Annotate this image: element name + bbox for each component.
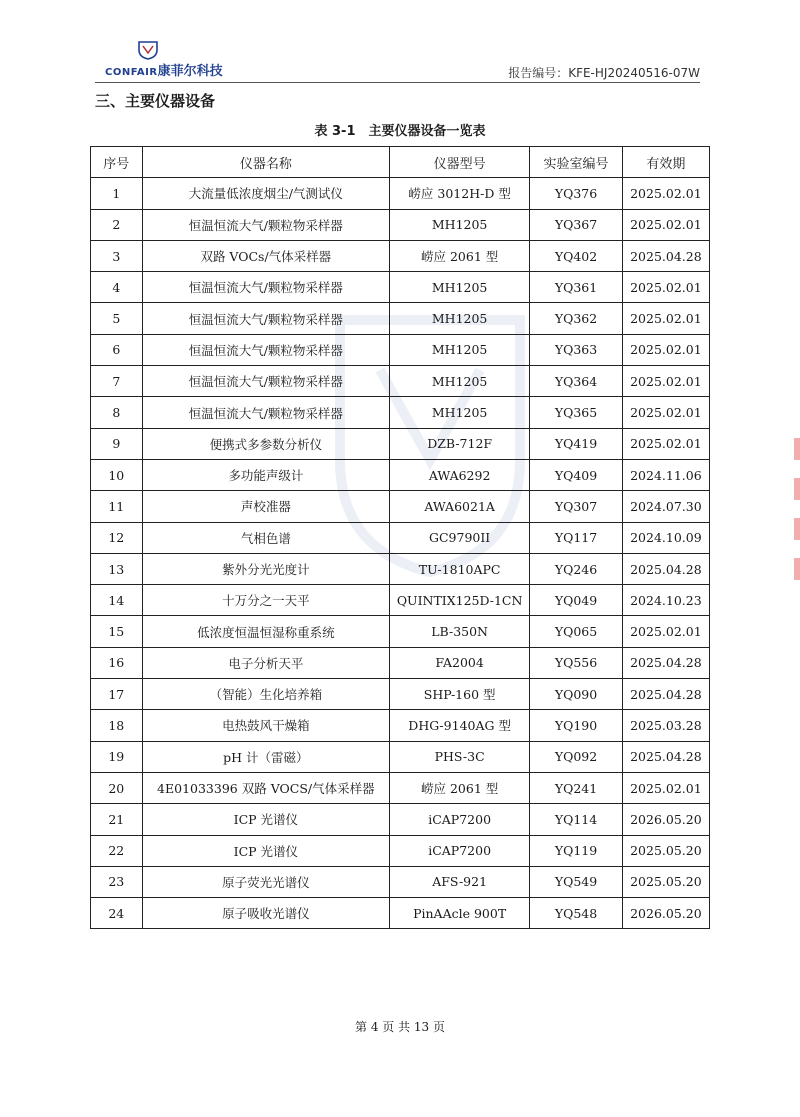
- table-row: [91, 491, 710, 522]
- table-cell: YQ365: [530, 397, 623, 428]
- table-cell: YQ548: [530, 898, 623, 929]
- table-row: [91, 303, 710, 334]
- table-cell: 原子荧光光谱仪: [142, 866, 389, 897]
- table-cell: MH1205: [390, 209, 530, 240]
- table-cell: 2025.02.01: [622, 334, 709, 365]
- table-cell: PHS-3C: [390, 741, 530, 772]
- instrument-table: [90, 146, 710, 929]
- table-cell: 2025.02.01: [622, 303, 709, 334]
- table-row: [91, 679, 710, 710]
- table-row: [91, 428, 710, 459]
- table-cell: 22: [91, 835, 143, 866]
- table-title: 表 3-1 主要仪器设备一览表: [314, 124, 486, 139]
- table-cell: 双路 VOCs/气体采样器: [142, 240, 389, 271]
- table-cell: iCAP7200: [390, 804, 530, 835]
- table-cell: MH1205: [390, 334, 530, 365]
- table-cell: YQ119: [530, 835, 623, 866]
- table-cell: pH 计（雷磁）: [142, 741, 389, 772]
- table-cell: YQ246: [530, 553, 623, 584]
- table-cell: iCAP7200: [390, 835, 530, 866]
- table-row: [91, 272, 710, 303]
- section-title: 三、主要仪器设备: [95, 92, 216, 110]
- table-cell: 2025.02.01: [622, 428, 709, 459]
- table-cell: YQ367: [530, 209, 623, 240]
- table-cell: YQ090: [530, 679, 623, 710]
- table-cell: 2: [91, 209, 143, 240]
- table-row: [91, 710, 710, 741]
- table-cell: YQ049: [530, 585, 623, 616]
- table-cell: 原子吸收光谱仪: [142, 898, 389, 929]
- table-cell: YQ363: [530, 334, 623, 365]
- table-cell: 13: [91, 553, 143, 584]
- table-cell: 恒温恒流大气/颗粒物采样器: [142, 366, 389, 397]
- table-cell: 多功能声级计: [142, 459, 389, 490]
- table-cell: 11: [91, 491, 143, 522]
- table-cell: YQ092: [530, 741, 623, 772]
- page-footer: 第 4 页 共 13 页: [355, 1020, 445, 1034]
- table-cell: YQ361: [530, 272, 623, 303]
- table-row: [91, 209, 710, 240]
- table-cell: 16: [91, 647, 143, 678]
- table-row: [91, 178, 710, 209]
- table-cell: YQ419: [530, 428, 623, 459]
- table-cell: 崂应 2061 型: [390, 772, 530, 803]
- table-cell: FA2004: [390, 647, 530, 678]
- table-cell: LB-350N: [390, 616, 530, 647]
- table-cell: 紫外分光光度计: [142, 553, 389, 584]
- table-cell: YQ307: [530, 491, 623, 522]
- seam-stamp: [786, 430, 800, 610]
- table-cell: 18: [91, 710, 143, 741]
- table-cell: SHP-160 型: [390, 679, 530, 710]
- table-cell: 2024.10.09: [622, 522, 709, 553]
- table-row: [91, 866, 710, 897]
- page-header: [95, 40, 700, 83]
- table-cell: 2024.11.06: [622, 459, 709, 490]
- table-cell: AWA6021A: [390, 491, 530, 522]
- table-cell: 7: [91, 366, 143, 397]
- table-cell: 2025.04.28: [622, 647, 709, 678]
- table-cell: 6: [91, 334, 143, 365]
- table-cell: YQ362: [530, 303, 623, 334]
- table-cell: TU-1810APC: [390, 553, 530, 584]
- table-cell: 2025.02.01: [622, 772, 709, 803]
- table-cell: 恒温恒流大气/颗粒物采样器: [142, 272, 389, 303]
- header-cell: 有效期: [622, 147, 709, 178]
- table-cell: 电子分析天平: [142, 647, 389, 678]
- table-row: [91, 240, 710, 271]
- table-row: [91, 522, 710, 553]
- table-cell: 电热鼓风干燥箱: [142, 710, 389, 741]
- table-cell: MH1205: [390, 397, 530, 428]
- table-cell: AWA6292: [390, 459, 530, 490]
- table-cell: 恒温恒流大气/颗粒物采样器: [142, 209, 389, 240]
- table-cell: YQ117: [530, 522, 623, 553]
- table-header-row: [91, 147, 710, 178]
- table-cell: 1: [91, 178, 143, 209]
- table-row: [91, 616, 710, 647]
- table-row: [91, 804, 710, 835]
- table-cell: 2026.05.20: [622, 898, 709, 929]
- table-cell: YQ376: [530, 178, 623, 209]
- table-cell: 10: [91, 459, 143, 490]
- shield-icon: [137, 40, 159, 60]
- table-row: [91, 553, 710, 584]
- table-cell: MH1205: [390, 303, 530, 334]
- table-cell: ICP 光谱仪: [142, 804, 389, 835]
- table-cell: YQ402: [530, 240, 623, 271]
- table-cell: 十万分之一天平: [142, 585, 389, 616]
- table-cell: 2025.03.28: [622, 710, 709, 741]
- report-number: 报告编号：KFE-HJ20240516-07W: [508, 66, 700, 80]
- header-cell: 序号: [91, 147, 143, 178]
- header-cell: 仪器名称: [142, 147, 389, 178]
- table-cell: MH1205: [390, 272, 530, 303]
- table-cell: （智能）生化培养箱: [142, 679, 389, 710]
- table-cell: 2024.07.30: [622, 491, 709, 522]
- table-cell: QUINTIX125D-1CN: [390, 585, 530, 616]
- table-cell: 17: [91, 679, 143, 710]
- table-cell: 2025.04.28: [622, 679, 709, 710]
- table-cell: 声校准器: [142, 491, 389, 522]
- table-row: [91, 741, 710, 772]
- table-cell: 恒温恒流大气/颗粒物采样器: [142, 303, 389, 334]
- table-cell: YQ409: [530, 459, 623, 490]
- logo-en: CONFAIR: [105, 67, 158, 78]
- table-cell: ICP 光谱仪: [142, 835, 389, 866]
- table-cell: YQ065: [530, 616, 623, 647]
- table-row: [91, 334, 710, 365]
- table-cell: 19: [91, 741, 143, 772]
- table-cell: 15: [91, 616, 143, 647]
- header-cell: 实验室编号: [530, 147, 623, 178]
- table-cell: 12: [91, 522, 143, 553]
- table-row: [91, 772, 710, 803]
- logo-cn: 康菲尔科技: [157, 64, 223, 79]
- table-cell: 3: [91, 240, 143, 271]
- table-row: [91, 898, 710, 929]
- table-cell: 大流量低浓度烟尘/气测试仪: [142, 178, 389, 209]
- table-cell: 2026.05.20: [622, 804, 709, 835]
- table-cell: 24: [91, 898, 143, 929]
- table-cell: 低浓度恒温恒湿称重系统: [142, 616, 389, 647]
- header-cell: 仪器型号: [390, 147, 530, 178]
- table-row: [91, 366, 710, 397]
- table-row: [91, 835, 710, 866]
- table-cell: 23: [91, 866, 143, 897]
- table-cell: 恒温恒流大气/颗粒物采样器: [142, 397, 389, 428]
- table-cell: 4E01033396 双路 VOCS/气体采样器: [142, 772, 389, 803]
- table-cell: 便携式多参数分析仪: [142, 428, 389, 459]
- table-cell: 恒温恒流大气/颗粒物采样器: [142, 334, 389, 365]
- table-cell: 20: [91, 772, 143, 803]
- table-cell: 2025.02.01: [622, 616, 709, 647]
- table-cell: MH1205: [390, 366, 530, 397]
- table-cell: 2025.04.28: [622, 553, 709, 584]
- table-cell: YQ364: [530, 366, 623, 397]
- table-cell: 2025.02.01: [622, 209, 709, 240]
- table-cell: 崂应 2061 型: [390, 240, 530, 271]
- table-row: [91, 585, 710, 616]
- table-cell: AFS-921: [390, 866, 530, 897]
- table-cell: PinAAcle 900T: [390, 898, 530, 929]
- logo-text: [105, 60, 223, 79]
- table-cell: 5: [91, 303, 143, 334]
- table-cell: 4: [91, 272, 143, 303]
- table-cell: YQ114: [530, 804, 623, 835]
- table-cell: 2024.10.23: [622, 585, 709, 616]
- table-cell: DZB-712F: [390, 428, 530, 459]
- table-cell: DHG-9140AG 型: [390, 710, 530, 741]
- table-row: [91, 647, 710, 678]
- table-cell: YQ190: [530, 710, 623, 741]
- table-cell: 2025.04.28: [622, 741, 709, 772]
- table-cell: 气相色谱: [142, 522, 389, 553]
- table-cell: YQ241: [530, 772, 623, 803]
- table-cell: YQ549: [530, 866, 623, 897]
- table-cell: 2025.02.01: [622, 366, 709, 397]
- table-row: [91, 459, 710, 490]
- table-cell: 崂应 3012H-D 型: [390, 178, 530, 209]
- table-cell: 21: [91, 804, 143, 835]
- table-row: [91, 397, 710, 428]
- table-body: [91, 178, 710, 929]
- table-cell: 9: [91, 428, 143, 459]
- table-cell: YQ556: [530, 647, 623, 678]
- table-cell: 8: [91, 397, 143, 428]
- company-logo: [105, 40, 265, 80]
- table-cell: 2025.05.20: [622, 866, 709, 897]
- table-cell: 2025.02.01: [622, 397, 709, 428]
- table-cell: 2025.02.01: [622, 178, 709, 209]
- table-cell: 2025.05.20: [622, 835, 709, 866]
- table-cell: 2025.02.01: [622, 272, 709, 303]
- table-cell: GC9790II: [390, 522, 530, 553]
- table-cell: 2025.04.28: [622, 240, 709, 271]
- table-cell: 14: [91, 585, 143, 616]
